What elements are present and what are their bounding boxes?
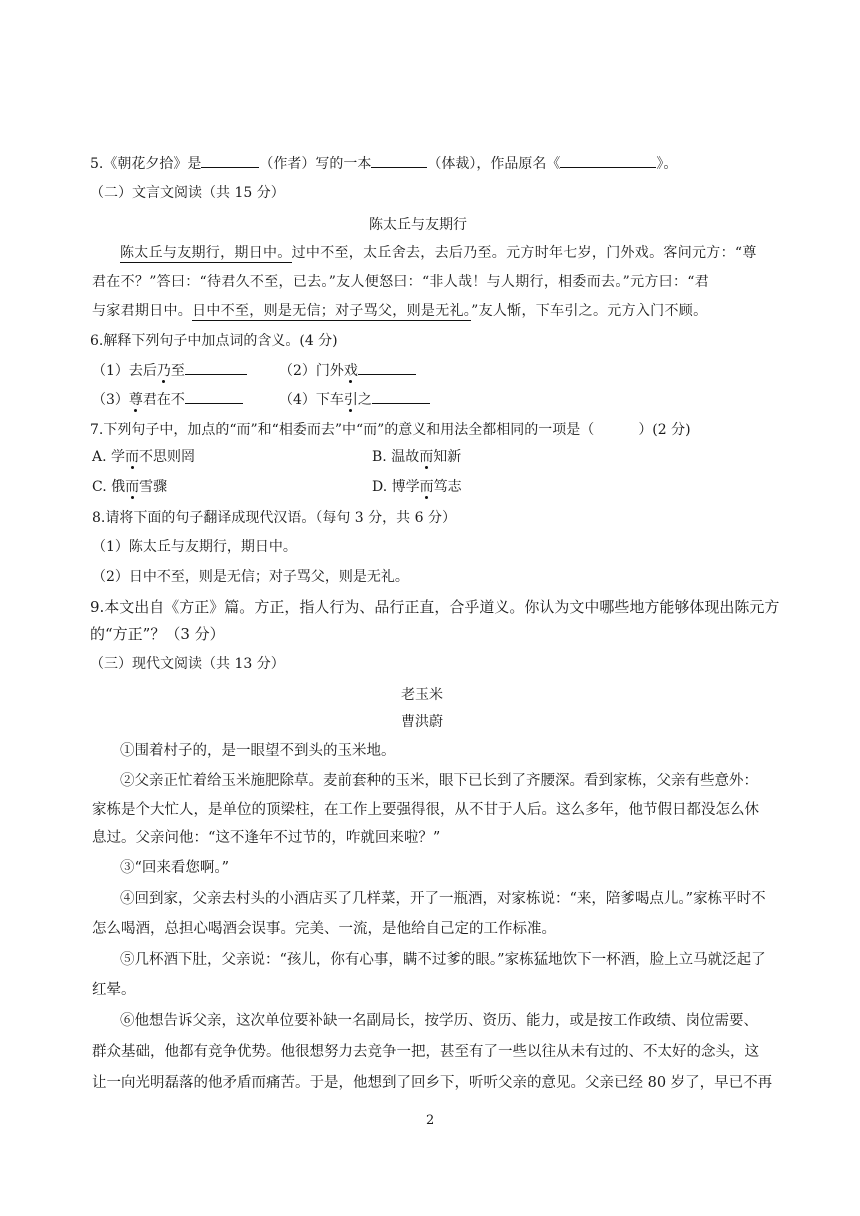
answer-blank <box>560 153 656 168</box>
q8-sentence-1: （1）陈太丘与友期行，期日中。 <box>92 539 297 555</box>
q5-text-2: （作者）写的一本 <box>259 156 372 172</box>
question-5 <box>90 153 677 174</box>
dotted-word: 而 <box>419 449 434 465</box>
dotted-word: 尊 <box>128 392 143 408</box>
modern-paragraph-6-line-2: 群众基础，他都有竞争优势。他很想努力去竞争一把，甚至有了一些以往从未有过的、不太好的念头，这 <box>92 1044 759 1060</box>
q5-text-1: 5.《朝花夕拾》是 <box>90 156 202 172</box>
q5-text-4: 》。 <box>656 156 678 172</box>
modern-paragraph-2-line-3: 息过。父亲问他：“这不逢年不过节的，咋就回来啦？” <box>92 830 441 846</box>
section-2-header: （二）文言文阅读（共 15 分） <box>90 185 285 201</box>
modern-paragraph-2-line-1: ②父亲正忙着给玉米施肥除草。麦前套种的玉米，眼下已长到了齐腰深。看到家栋，父亲有些意外： <box>120 773 758 789</box>
modern-paragraph-1: ①围着村子的，是一眼望不到头的玉米地。 <box>120 743 396 759</box>
classical-line-3 <box>92 301 707 321</box>
dotted-word: 乃 <box>156 363 171 379</box>
page-number: 2 <box>426 1113 435 1128</box>
answer-blank <box>371 153 427 168</box>
q8-sentence-2: （2）日中不至，则是无信；对子骂父，则是无礼。 <box>92 569 409 585</box>
modern-paragraph-4-line-1: ④回到家，父亲去村头的小酒店买了几样菜，开了一瓶酒，对家栋说：“来，陪爹喝点儿。”家栋平时不 <box>120 891 766 907</box>
q6-item-1: （1）去后乃至 <box>92 360 247 381</box>
q6-item-4: （4）下车引之 <box>279 389 430 410</box>
dotted-word: 戏 <box>343 363 358 379</box>
q5-text-3: （体裁），作品原名《 <box>427 156 561 172</box>
answer-blank <box>185 389 243 404</box>
q7-option-a: A. 学而不思则罔 <box>92 449 196 465</box>
q7-option-b: B. 温故而知新 <box>372 449 462 465</box>
answer-blank <box>201 153 259 168</box>
modern-author: 曹洪蔚 <box>401 714 443 730</box>
classical-line-1 <box>120 243 757 263</box>
modern-paragraph-6-line-3: 让一向光明磊落的他矛盾而痛苦。于是，他想到了回乡下，听听父亲的意见。父亲已经 80 岁了，早已不再 <box>92 1075 773 1091</box>
classical-title: 陈太丘与友期行 <box>369 217 467 233</box>
classical-text: 与家君期日中。 <box>92 303 193 319</box>
dotted-word: 引 <box>343 392 358 408</box>
section-3-header: （三）现代文阅读（共 13 分） <box>90 656 285 672</box>
answer-blank <box>185 360 247 375</box>
modern-title: 老玉米 <box>401 687 443 703</box>
modern-paragraph-3: ③“回来看您啊。” <box>120 860 230 876</box>
modern-paragraph-4-line-2: 怎么喝酒，总担心喝酒会误事。完美、一流，是他给自己定的工作标准。 <box>92 921 556 937</box>
classical-line-2: 君在不？”答曰：“待君久不至，已去。”友人便怒曰：“非人哉！与人期行，相委而去。”元方曰：“君 <box>92 274 710 290</box>
dotted-word: 而 <box>125 449 140 465</box>
q7-option-c: C. 俄而雪骤 <box>92 479 168 495</box>
dotted-word: 而 <box>419 479 434 495</box>
modern-paragraph-2-line-2: 家栋是个大忙人，是单位的顶梁柱，在工作上要强得很，从不甘于人后。这么多年，他节假日都没怎么休 <box>92 802 759 818</box>
classical-text: ”友人惭，下车引之。元方入门不顾。 <box>471 303 708 319</box>
question-9-line-2: 的“方正”？（3 分） <box>90 625 225 643</box>
q6-item-2: （2）门外戏 <box>279 360 416 381</box>
question-8-stem: 8.请将下面的句子翻译成现代汉语。（每句 3 分，共 6 分） <box>92 510 456 526</box>
classical-text: 过中不至，太丘舍去，去后乃至。元方时年七岁，门外戏。客问元方：“尊 <box>291 245 757 261</box>
modern-paragraph-5-line-2: 红晕。 <box>92 982 136 998</box>
answer-blank <box>358 360 416 375</box>
dotted-word: 而 <box>125 479 140 495</box>
question-6-stem: 6.解释下列句子中加点词的含义。(4 分) <box>90 333 338 349</box>
underlined-sentence: 日中不至，则是无信；对子骂父，则是无礼。 <box>192 303 472 319</box>
answer-blank <box>372 389 430 404</box>
q6-item-3: （3）尊君在不 <box>92 389 243 410</box>
underlined-sentence: 陈太丘与友期行，期日中。 <box>120 245 292 261</box>
modern-paragraph-5-line-1: ⑤几杯酒下肚，父亲说：“孩儿，你有心事，瞒不过爹的眼。”家栋猛地饮下一杯酒，脸上立马就泛起了 <box>120 952 766 968</box>
q7-option-d: D. 博学而笃志 <box>372 479 462 495</box>
question-9-line-1: 9.本文出自《方正》篇。方正，指人行为、品行正直，合乎道义。你认为文中哪些地方能够体现出陈元方 <box>90 598 780 616</box>
modern-paragraph-6-line-1: ⑥他想告诉父亲，这次单位要补缺一名副局长，按学历、资历、能力，或是按工作政绩、岗位需要、 <box>120 1013 758 1029</box>
question-7-stem: 7.下列句子中，加点的“而”和“相委而去”中“而”的意义和用法全都相同的一项是（ ）(2 分) <box>90 422 691 438</box>
